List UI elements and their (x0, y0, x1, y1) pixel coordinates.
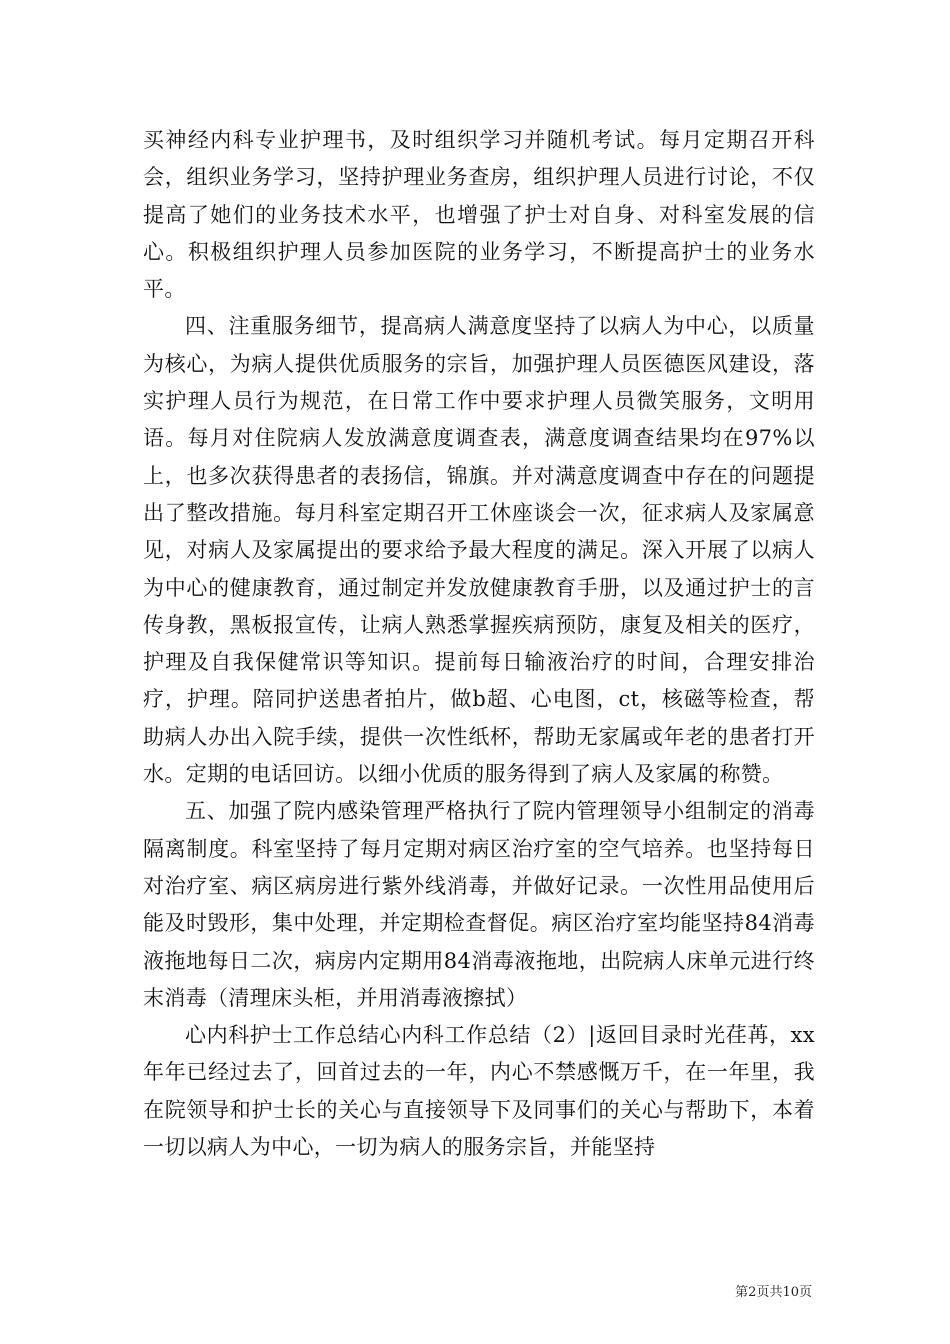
paragraph-infection-control: 五、加强了院内感染管理严格执行了院内管理领导小组制定的消毒隔离制度。科室坚持了每月定期对病区治疗室的空气培养。也坚持每日对治疗室、病区病房进行紫外线消毒，并做好记录。一次性用品使用后能及时毁形，集中处理，并定期检查督促。病区治疗室均能坚持84消毒液拖地每日二次，病房内定期用84消毒液拖地，出院病人床单元进行终末消毒（清理床头柜，并用消毒液擦拭） (143, 799, 815, 1010)
paragraph-continuation: 买神经内科专业护理书，及时组织学习并随机考试。每月定期召开科会，组织业务学习，坚持护理业务查房，组织护理人员进行讨论，不仅提高了她们的业务技术水平，也增强了护士对自身、对科室发展的信心。积极组织护理人员参加医院的业务学习，不断提高护士的业务水平。 (143, 128, 815, 302)
paragraph-cardiology-summary: 心内科护士工作总结心内科工作总结（2）|返回目录时光荏苒，xx年年已经过去了，回首过去的一年，内心不禁感慨万千，在一年里，我在院领导和护士长的关心与直接领导下及同事们的关心与帮助下，本着一切以病人为中心，一切为病人的服务宗旨，并能坚持 (143, 1023, 815, 1160)
paragraph-service-details: 四、注重服务细节，提高病人满意度坚持了以病人为中心，以质量为核心，为病人提供优质服务的宗旨，加强护理人员医德医风建设，落实护理人员行为规范，在日常工作中要求护理人员微笑服务，文明用语。每月对住院病人发放满意度调查表，满意度调查结果均在97%以上，也多次获得患者的表扬信，锦旗。并对满意度调查中存在的问题提出了整改措施。每月科室定期召开工休座谈会一次，征求病人及家属意见，对病人及家属提出的要求给予最大程度的满足。深入开展了以病人为中心的健康教育，通过制定并发放健康教育手册，以及通过护士的言传身教，黑板报宣传，让病人熟悉掌握疾病预防，康复及相关的医疗，护理及自我保健常识等知识。提前每日输液治疗的时间，合理安排治疗，护理。陪同护送患者拍片，做b超、心电图，ct，核磁等检查，帮助病人办出入院手续，提供一次性纸杯，帮助无家属或年老的患者打开水。定期的电话回访。以细小优质的服务得到了病人及家属的称赞。 (143, 314, 815, 787)
page-number-footer: 第2页共10页 (735, 1285, 812, 1300)
document-body (143, 122, 815, 1166)
